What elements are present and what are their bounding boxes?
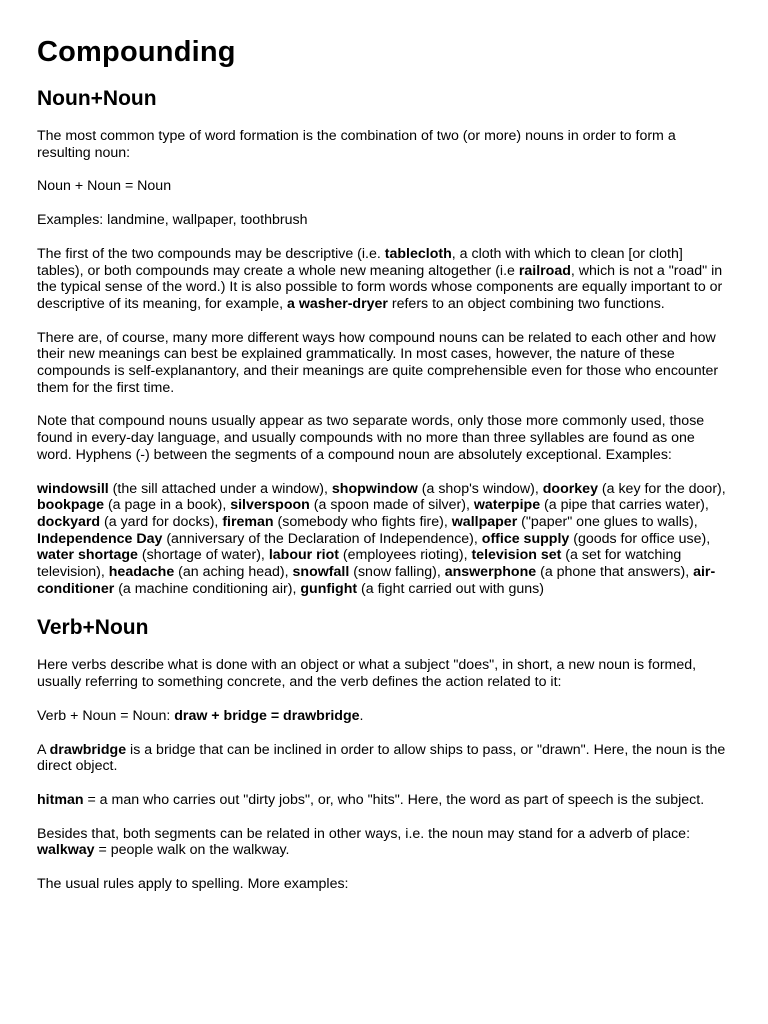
descriptive-paragraph (37, 246, 730, 313)
ways-paragraph: There are, of course, many more different ways how compound nouns can be related to each other and how their new meanings can best be explained grammatically. In most cases, however, the nature of these compounds is self-explanantory, and their meanings are quite comprehensible even for those who encounter them for the first time. (37, 329, 719, 396)
text-run: refers to an object combining two functions. (387, 295, 665, 312)
text-run: = a man who carries out "dirty jobs", or, who "hits". Here, the word as part of speech is the subject. (83, 791, 705, 808)
compound-gloss: (an aching head), (174, 564, 293, 581)
section-heading-noun-noun: Noun+Noun (37, 87, 157, 110)
compound-gloss: (a fight carried out with guns) (357, 580, 544, 597)
compound-examples-paragraph (37, 481, 730, 598)
compound-gloss: (a phone that answers), (536, 564, 694, 581)
intro-paragraph: The most common type of word formation is the combination of two (or more) nouns in order to form a resulting noun: (37, 128, 676, 161)
verb-intro-paragraph: Here verbs describe what is done with an object or what a subject "does", in short, a new noun is formed, usually referring to something concrete, and the verb defines the action related to it: (37, 657, 697, 691)
verb-formula-line (37, 708, 730, 725)
compound-term: silverspoon (230, 497, 310, 514)
text-run: A (37, 741, 50, 758)
text-run: = people walk on the walkway. (94, 842, 290, 859)
compound-term: labour riot (268, 547, 339, 564)
note-paragraph: Note that compound nouns usually appear as two separate words, only those more commonly used, those found in every-day language, and usually compounds with no more than three syllables are found as one word. Hyphens (-) between the segments of a compound noun are absolutely exceptional. Examples: (37, 413, 705, 463)
compound-gloss: (a pipe that carries water), (540, 497, 709, 514)
compound-term: television set (471, 547, 562, 564)
compound-gloss: (snow falling), (349, 564, 445, 581)
bold-term-hitman: hitman (37, 791, 84, 808)
compound-term: windowsill (37, 480, 109, 497)
compound-term: dockyard (37, 513, 101, 530)
text-run: The first of the two compounds may be descriptive (i.e. (37, 245, 385, 262)
bold-term-tablecloth: tablecloth (384, 245, 452, 262)
compound-gloss: (a key for the door), (597, 480, 726, 497)
compound-term: Independence Day (37, 530, 163, 547)
compound-term: headache (108, 564, 175, 581)
text-run: is a bridge that can be inclined in order to allow ships to pass, or "drawn". Here, the noun is the direct object. (37, 741, 726, 775)
drawbridge-paragraph (37, 742, 730, 775)
compound-term: shopwindow (331, 480, 418, 497)
section-heading-verb-noun: Verb+Noun (37, 616, 149, 640)
compound-gloss: (somebody who fights fire), (273, 513, 452, 530)
compound-term: doorkey (542, 480, 598, 497)
spelling-paragraph: The usual rules apply to spelling. More examples: (37, 876, 349, 893)
compound-term: answerphone (444, 564, 537, 581)
compound-term: air-conditioner (37, 564, 716, 597)
compound-term: snowfall (292, 564, 350, 581)
compound-gloss: (a yard for docks), (100, 513, 223, 530)
compound-gloss: (the sill attached under a window), (108, 480, 332, 497)
examples-line: Examples: landmine, wallpaper, toothbrush (37, 212, 308, 229)
page-title: Compounding (37, 36, 236, 68)
text-run: Besides that, both segments can be related in other ways, i.e. the noun may stand for a adverb of place: (37, 825, 691, 842)
text-run: , which is not a "road" in the typical sense of the word.) It is also possible to form words whose components are equally important to or descriptive of its meaning, for example, (37, 262, 723, 312)
compound-term: water shortage (37, 547, 138, 564)
compound-gloss: (anniversary of the Declaration of Independence), (162, 530, 482, 547)
compound-term: fireman (222, 513, 274, 530)
compound-gloss: (goods for office use), (569, 530, 711, 547)
bold-term-walkway: walkway (37, 842, 95, 859)
compound-gloss: (a machine conditioning air), (114, 580, 301, 597)
compound-term: bookpage (37, 497, 105, 514)
bold-term-railroad: railroad (518, 262, 571, 279)
compound-term: waterpipe (473, 497, 541, 514)
hitman-paragraph (37, 792, 730, 809)
text-run: Verb + Noun = Noun: (37, 707, 175, 724)
compound-gloss: (a page in a book), (104, 497, 231, 514)
bold-term-washer-dryer: a washer-dryer (286, 295, 388, 312)
bold-term-drawbridge: drawbridge (49, 741, 127, 758)
compound-gloss: (a shop's window), (417, 480, 543, 497)
compound-term: office supply (481, 530, 570, 547)
text-run: . (359, 707, 364, 724)
bold-formula: draw + bridge = drawbridge (174, 707, 360, 724)
walkway-paragraph (37, 826, 730, 859)
compound-gloss: (a set for watching television), (37, 547, 682, 581)
compound-term: gunfight (300, 580, 358, 597)
compound-gloss: (employees rioting), (338, 547, 472, 564)
compound-gloss: (a spoon made of silver), (309, 497, 474, 514)
compound-term: wallpaper (451, 513, 518, 530)
text-run: , a cloth with which to clean [or cloth] tables), or both compounds may create a whole new meaning altogether (i.e (37, 245, 683, 279)
formula-line: Noun + Noun = Noun (37, 178, 172, 195)
compound-gloss: ("paper" one glues to walls), (517, 513, 698, 530)
compound-gloss: (shortage of water), (137, 547, 269, 564)
